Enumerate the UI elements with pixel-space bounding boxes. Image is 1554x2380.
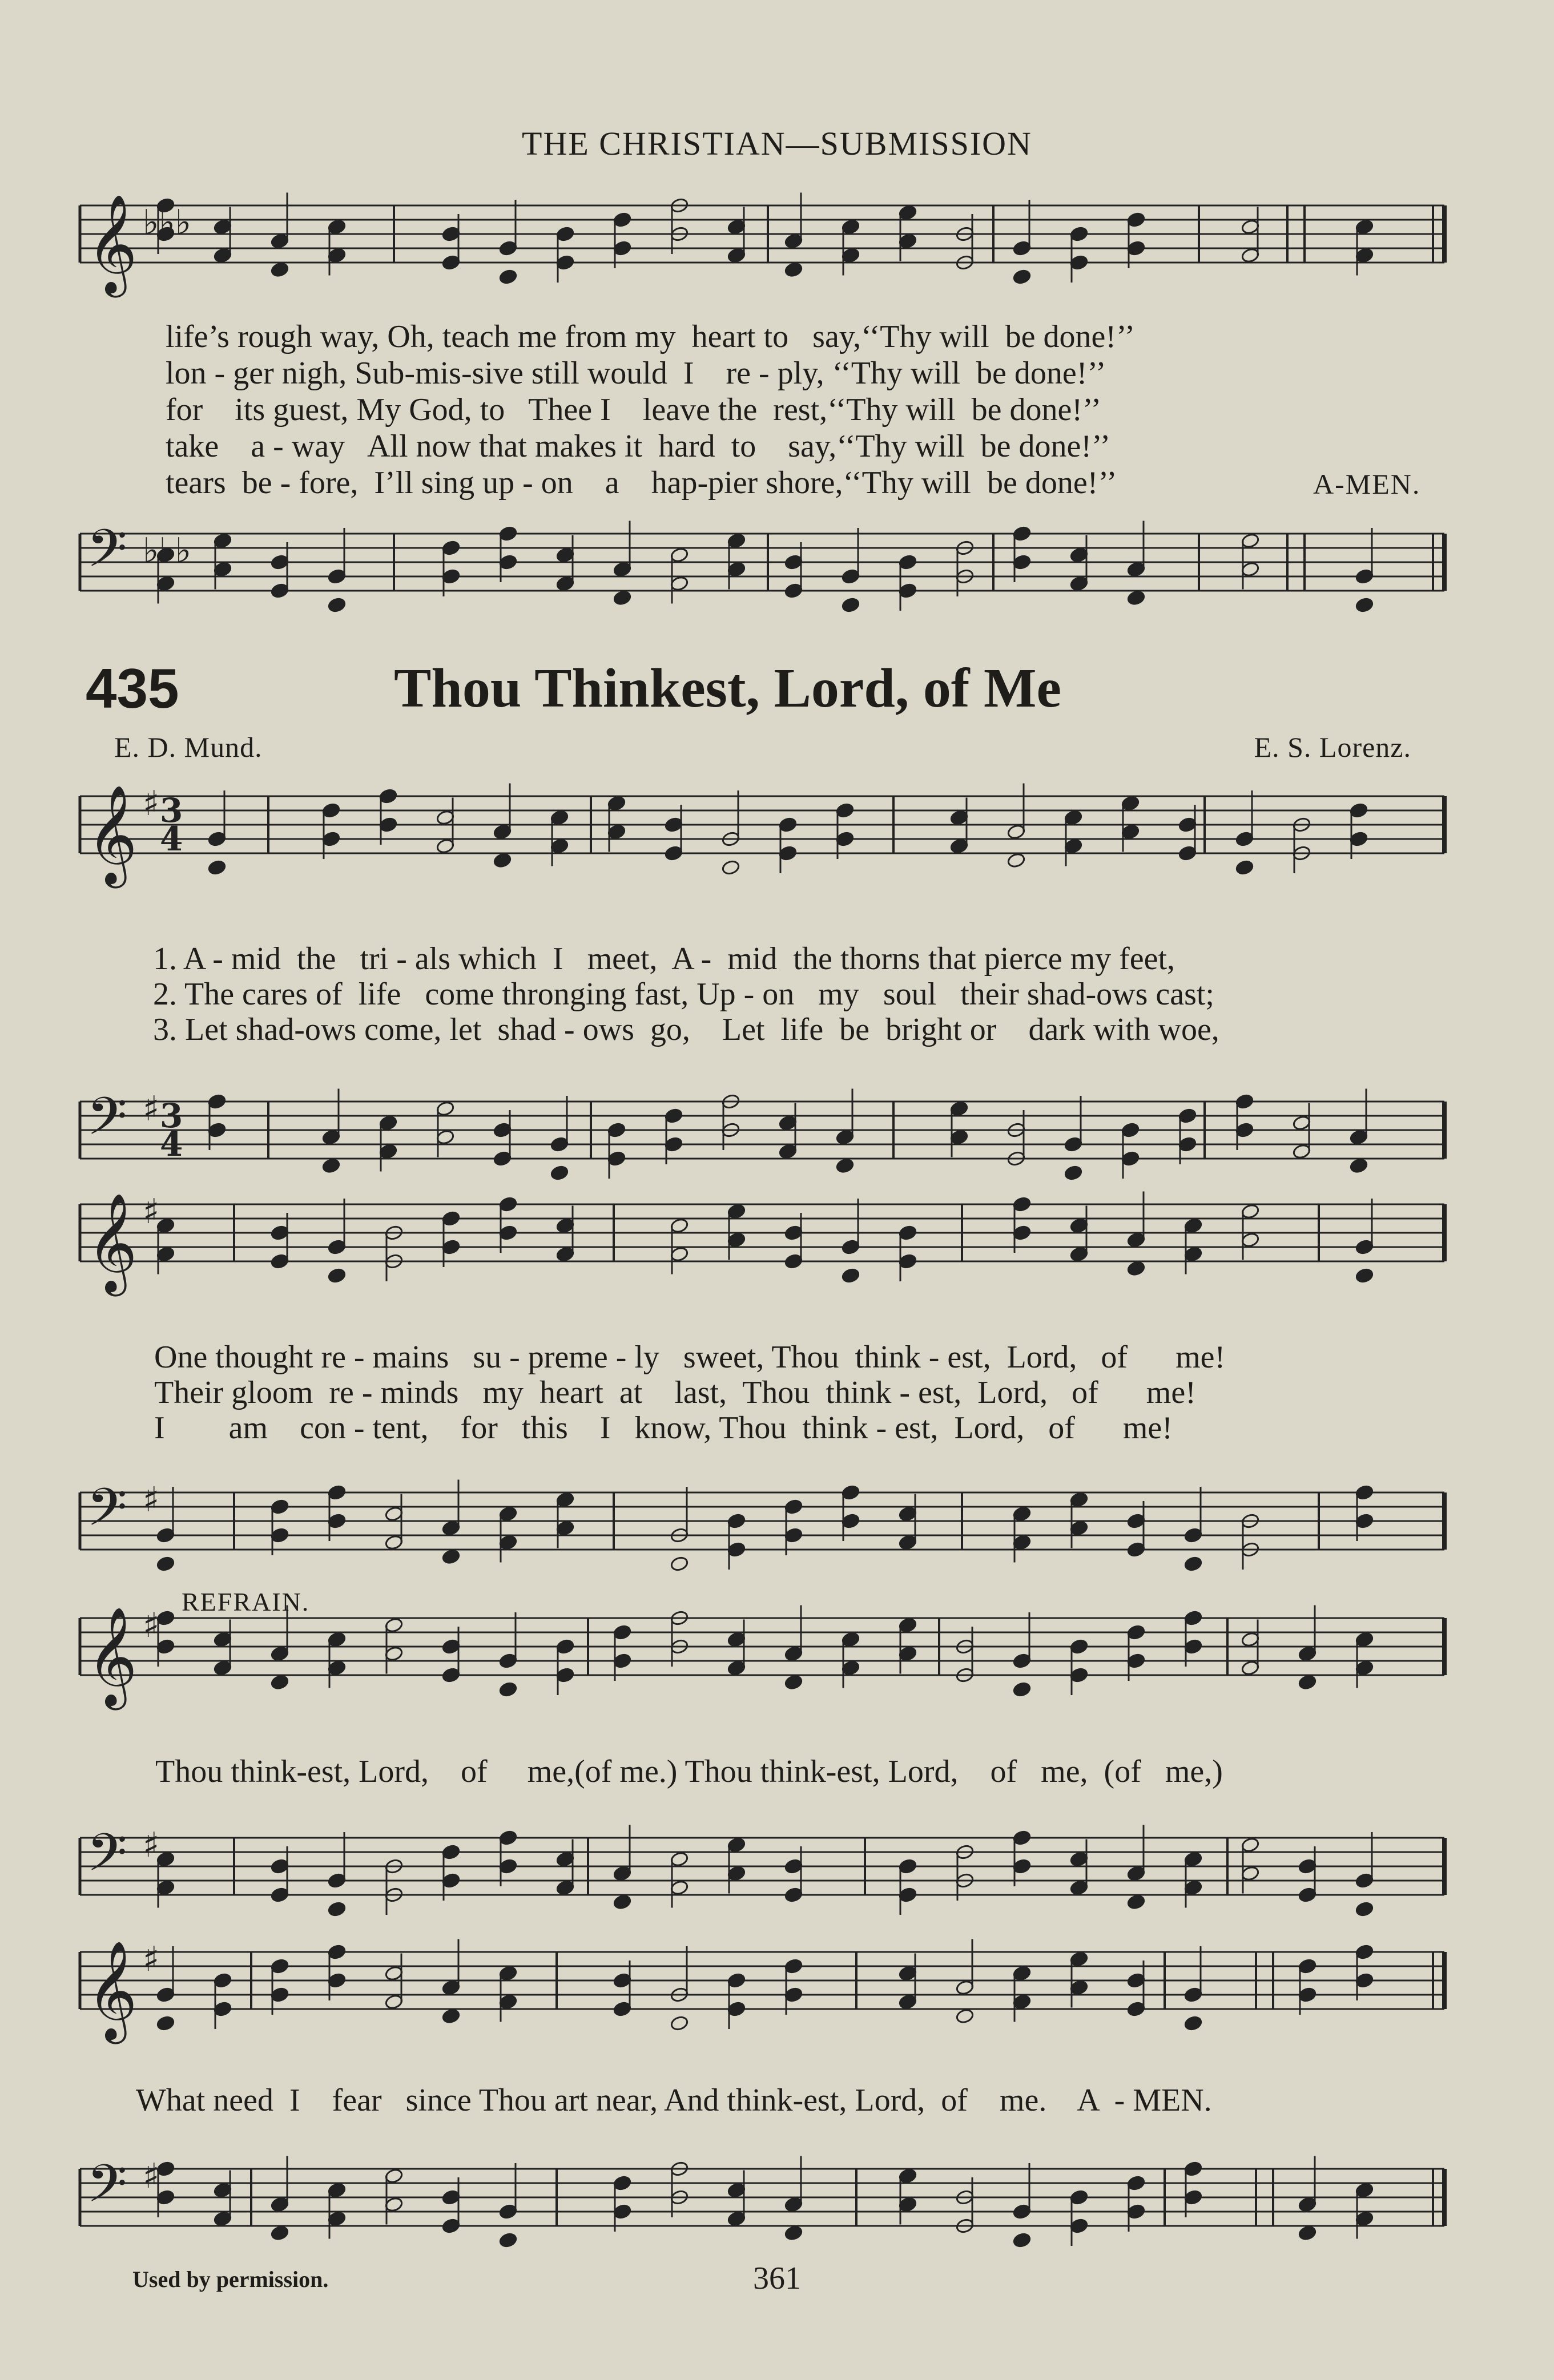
note-head <box>321 1157 340 1173</box>
note-head <box>270 1674 289 1690</box>
note-head <box>1183 2015 1202 2031</box>
permission-note: Used by permission. <box>132 2266 329 2292</box>
note-head <box>784 261 803 277</box>
treble-clef-icon: 𝄞 <box>87 785 138 884</box>
note-head <box>498 269 517 285</box>
verse-2-line-2: Their gloom re - minds my heart at last, Thou think - est, Lord, of me! <box>154 1375 1196 1410</box>
sharp-key-signature-icon: ♯ <box>143 1192 160 1232</box>
note-head <box>441 1548 460 1564</box>
note-head <box>784 2225 803 2241</box>
sharp-key-signature-icon: ♯ <box>143 1089 160 1129</box>
note-head <box>841 1268 860 1284</box>
bass-clef-icon: 𝄢 <box>87 1822 127 1895</box>
note-head <box>841 597 860 613</box>
note-head <box>670 2015 689 2031</box>
treble-clef-icon: 𝄞 <box>87 1941 138 2040</box>
note-head <box>1355 1268 1374 1284</box>
treble-clef-icon: 𝄞 <box>87 1607 138 1706</box>
verse-3-line-1: 3. Let shad-ows come, let shad - ows go, Let life be bright or dark with woe, <box>153 1012 1219 1047</box>
note-head <box>327 1268 346 1284</box>
note-head <box>1235 860 1254 876</box>
note-head <box>1007 852 1025 868</box>
flat-key-signature-icon: ♭♭♭ <box>143 203 191 243</box>
note-head <box>613 1894 631 1910</box>
note-head <box>1012 1681 1031 1697</box>
sharp-key-signature-icon: ♯ <box>143 2156 160 2196</box>
time-signature-digit: 3 <box>160 1096 183 1135</box>
note-head <box>441 2008 460 2024</box>
prev-hymn-lyric-5: tears be - fore, I’ll sing up - on a hap-pier shore,‘‘Thy will be done!’’ <box>166 465 1117 501</box>
note-head <box>1355 1901 1374 1917</box>
time-signature-digit: 4 <box>160 1125 183 1164</box>
note-head <box>498 2232 517 2248</box>
bass-clef-icon: 𝄢 <box>87 1477 127 1550</box>
note-head <box>613 590 631 606</box>
note-head <box>270 2225 289 2241</box>
verse-2-line-1: 2. The cares of life come thronging fast, Up - on my soul their shad-ows cast; <box>153 977 1214 1012</box>
prev-hymn-lyric-4: take a - way All now that makes it hard to say,‘‘Thy will be done!’’ <box>166 429 1111 464</box>
note-head <box>550 1165 569 1181</box>
bass-clef-icon: 𝄢 <box>87 1086 127 1159</box>
treble-clef-icon: 𝄞 <box>87 1193 138 1292</box>
flat-key-signature-icon: ♭♭♭ <box>143 531 191 571</box>
hymn-title: Thou Thinkest, Lord, of Me <box>394 657 1061 719</box>
sharp-key-signature-icon: ♯ <box>143 1939 160 1979</box>
note-head <box>1355 597 1374 613</box>
prev-hymn-amen: A-MEN. <box>1313 468 1421 500</box>
note-head <box>1064 1165 1082 1181</box>
hymn-number: 435 <box>86 657 179 720</box>
note-head <box>955 2008 974 2024</box>
note-head <box>721 860 740 876</box>
note-head <box>670 1556 689 1572</box>
note-head <box>1012 2232 1031 2248</box>
page-header: THE CHRISTIAN—SUBMISSION <box>522 125 1032 162</box>
treble-clef-icon: 𝄞 <box>87 194 138 293</box>
refrain-line-1: Thou think-est, Lord, of me,(of me.) Thou think-est, Lord, of me, (of me,) <box>155 1754 1223 1789</box>
bass-clef-icon: 𝄢 <box>87 518 127 591</box>
verse-1-line-1: 1. A - mid the tri - als which I meet, A - mid the thorns that pierce my feet, <box>153 941 1175 977</box>
note-head <box>327 597 346 613</box>
verse-1-line-2: One thought re - mains su - preme - ly sweet, Thou think - est, Lord, of me! <box>154 1340 1226 1375</box>
note-head <box>1298 1674 1317 1690</box>
note-head <box>835 1157 854 1173</box>
prev-hymn-lyric-2: lon - ger nigh, Sub-mis-sive still would I re - ply, ‘‘Thy will be done!’’ <box>166 356 1106 391</box>
time-signature-digit: 4 <box>160 820 183 858</box>
note-head <box>498 1681 517 1697</box>
refrain-line-2: What need I fear since Thou art near, And think-est, Lord, of me. A - MEN. <box>136 2083 1212 2118</box>
refrain-label: REFRAIN. <box>182 1587 310 1616</box>
bass-clef-icon: 𝄢 <box>87 2153 127 2226</box>
note-head <box>1298 2225 1317 2241</box>
note-head <box>327 1901 346 1917</box>
note-head <box>784 1674 803 1690</box>
note-head <box>207 860 226 876</box>
note-head <box>1126 590 1145 606</box>
sharp-key-signature-icon: ♯ <box>143 1480 160 1520</box>
page-number: 361 <box>753 2261 801 2296</box>
note-head <box>1012 269 1031 285</box>
sharp-key-signature-icon: ♯ <box>143 1825 160 1865</box>
sharp-key-signature-icon: ♯ <box>143 784 160 824</box>
sharp-key-signature-icon: ♯ <box>143 1606 160 1645</box>
note-head <box>270 261 289 277</box>
note-head <box>156 1556 175 1572</box>
note-head <box>156 2015 175 2031</box>
note-head <box>1126 1260 1145 1276</box>
prev-hymn-lyric-3: for its guest, My God, to Thee I leave the rest,‘‘Thy will be done!’’ <box>166 392 1102 427</box>
verse-3-line-2: I am con - tent, for this I know, Thou think - est, Lord, of me! <box>154 1410 1173 1446</box>
note-head <box>1349 1157 1368 1173</box>
hymn-composer: E. S. Lorenz. <box>1254 731 1411 763</box>
time-signature-digit: 3 <box>160 791 183 830</box>
note-head <box>493 852 512 868</box>
note-head <box>1183 1556 1202 1572</box>
note-head <box>1126 1894 1145 1910</box>
hymn-author: E. D. Mund. <box>114 731 263 763</box>
prev-hymn-lyric-1: life’s rough way, Oh, teach me from my heart to say,‘‘Thy will be done!’’ <box>166 319 1136 354</box>
